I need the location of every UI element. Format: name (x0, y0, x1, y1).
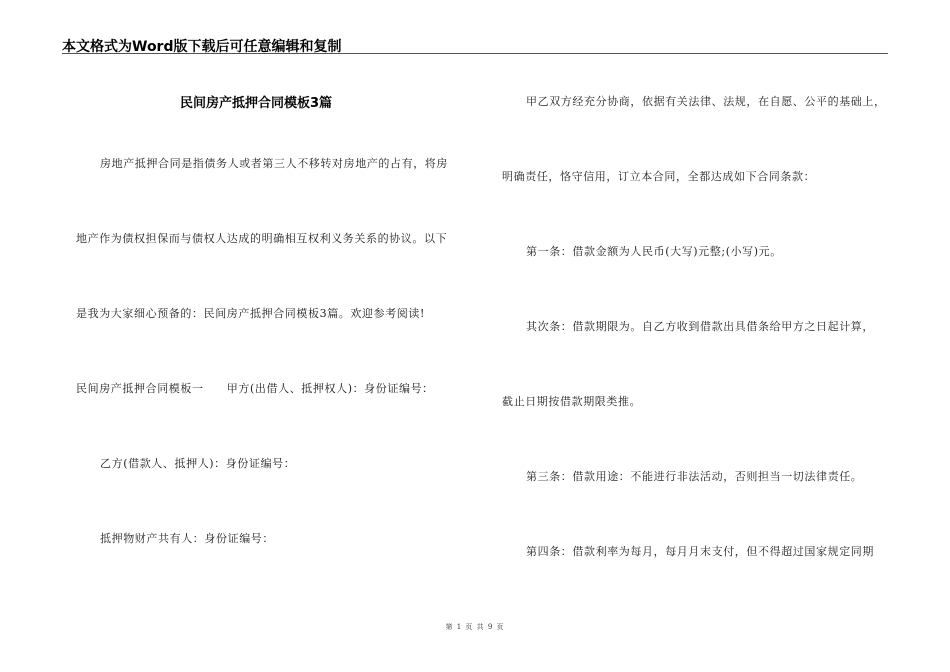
left-line-5: 乙方(借款人、抵押人)：身份证编号： (100, 457, 296, 470)
document-title: 民间房产抵押合同模板3篇 (180, 96, 333, 111)
right-line-5: 截止日期按借款期限类推。 (502, 395, 642, 408)
page-number: 第 1 页 共 9 页 (445, 623, 505, 631)
left-line-6: 抵押物财产共有人：身份证编号： (100, 532, 274, 545)
document-banner: 本文格式为Word版下载后可任意编辑和复制 (62, 39, 342, 55)
left-line-4: 民间房产抵押合同模板一 甲方(出借人、抵押权人)：身份证编号： (76, 382, 434, 395)
left-line-3: 是我为大家细心预备的：民间房产抵押合同模板3篇。欢迎参考阅读! (76, 307, 426, 320)
left-line-1: 房地产抵押合同是指债务人或者第三人不移转对房地产的占有，将房 (100, 157, 448, 170)
right-line-6: 第三条：借款用途：不能进行非法活动，否则担当一切法律责任。 (526, 470, 863, 483)
left-line-2: 地产作为债权担保而与债权人达成的明确相互权利义务关系的协议。以下 (76, 232, 448, 245)
right-line-4: 其次条：借款期限为。自乙方收到借款出具借条给甲方之日起计算， (526, 320, 874, 333)
right-line-3: 第一条：借款金额为人民币(大写)元整;(小写)元。 (526, 245, 782, 258)
right-line-2: 明确责任，恪守信用，订立本合同，全都达成如下合同条款： (502, 170, 816, 183)
header-divider (62, 53, 888, 54)
right-line-7: 第四条：借款利率为每月，每月月末支付，但不得超过国家规定同期 (526, 545, 874, 558)
right-line-1: 甲乙双方经充分协商，依据有关法律、法规，在自愿、公平的基础上， (526, 95, 886, 108)
